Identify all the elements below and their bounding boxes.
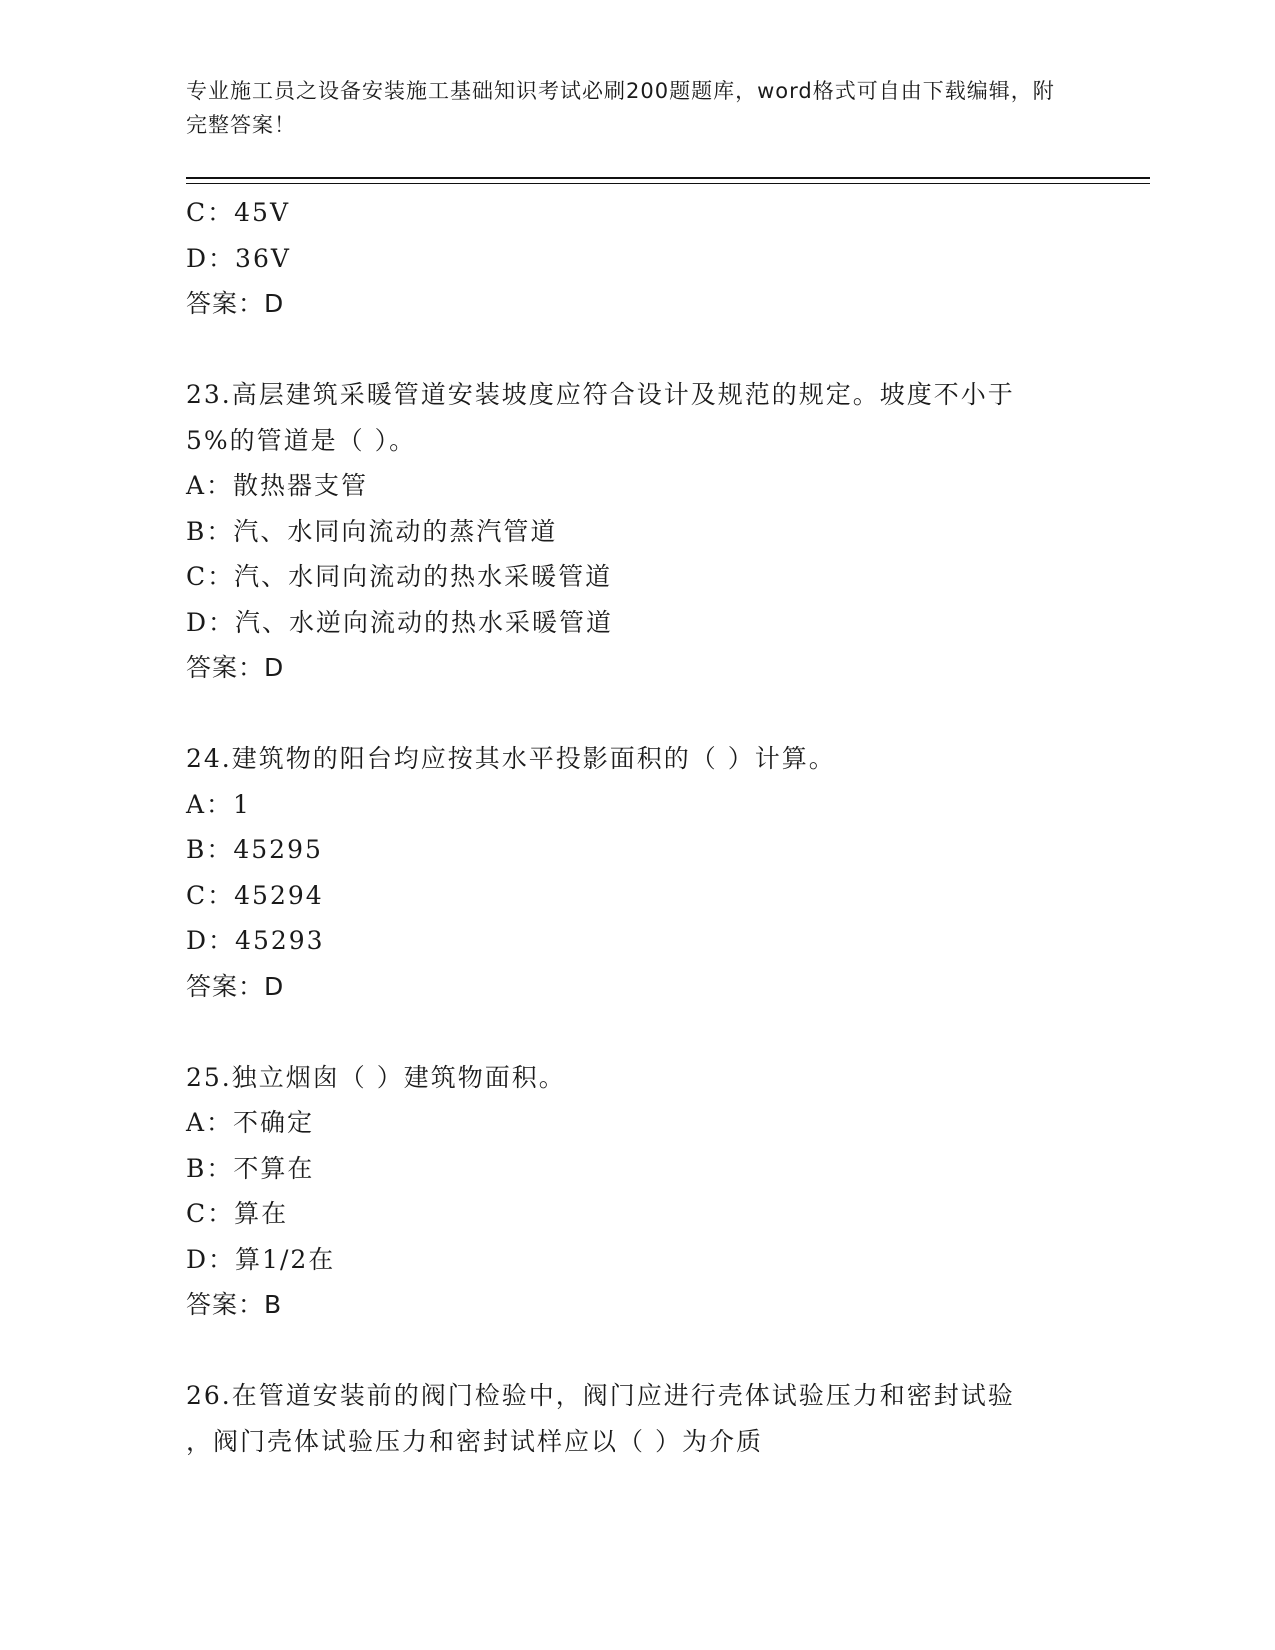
question-stem: 24.建筑物的阳台均应按其水平投影面积的（ ）计算。 xyxy=(186,744,836,773)
header-divider-thin xyxy=(186,183,1150,184)
option-b: B：汽、水同向流动的蒸汽管道 xyxy=(186,516,558,546)
option-b: B：45295 xyxy=(186,835,323,864)
answer-line: 答案：D xyxy=(186,653,285,682)
answer-line: 答案：D xyxy=(186,971,285,1001)
option-a: A：散热器支管 xyxy=(186,471,369,500)
option-d: D：45293 xyxy=(186,926,325,955)
option-d: D：算1/2在 xyxy=(186,1244,336,1274)
option-c: C：45V xyxy=(186,198,290,227)
option-a: A：不确定 xyxy=(186,1108,315,1137)
question-22-continued xyxy=(186,190,1086,327)
question-stem: 25.独立烟囱（ ）建筑物面积。 xyxy=(186,1062,566,1092)
spacer xyxy=(186,327,1086,373)
answer-line: 答案：D xyxy=(186,289,285,318)
question-24 xyxy=(186,736,1086,1009)
question-stem: 5%的管道是（ ）。 xyxy=(186,425,417,455)
option-d: D：汽、水逆向流动的热水采暖管道 xyxy=(186,607,614,637)
question-25 xyxy=(186,1055,1086,1328)
option-d: D：36V xyxy=(186,243,291,273)
header-divider-thick xyxy=(186,177,1150,179)
question-26 xyxy=(186,1373,1086,1464)
option-c: C：算在 xyxy=(186,1199,289,1228)
question-stem: ，阀门壳体试验压力和密封试样应以（ ）为介质 xyxy=(186,1426,763,1456)
spacer xyxy=(186,691,1086,737)
option-c: C：45294 xyxy=(186,880,324,910)
question-list xyxy=(186,190,1086,1464)
option-b: B：不算在 xyxy=(186,1153,315,1183)
answer-line: 答案：B xyxy=(186,1290,283,1319)
option-a: A：1 xyxy=(186,789,251,819)
document-header xyxy=(186,74,1076,142)
question-stem: 23.高层建筑采暖管道安装坡度应符合设计及规范的规定。坡度不小于 xyxy=(186,380,1015,409)
spacer xyxy=(186,1328,1086,1374)
question-23 xyxy=(186,372,1086,691)
spacer xyxy=(186,1009,1086,1055)
header-title: 专业施工员之设备安装施工基础知识考试必刷200题题库，word格式可自由下载编辑，附完整答案！ xyxy=(186,79,1055,137)
question-stem: 26.在管道安装前的阀门检验中，阀门应进行壳体试验压力和密封试验 xyxy=(186,1381,1015,1410)
option-c: C：汽、水同向流动的热水采暖管道 xyxy=(186,562,613,591)
